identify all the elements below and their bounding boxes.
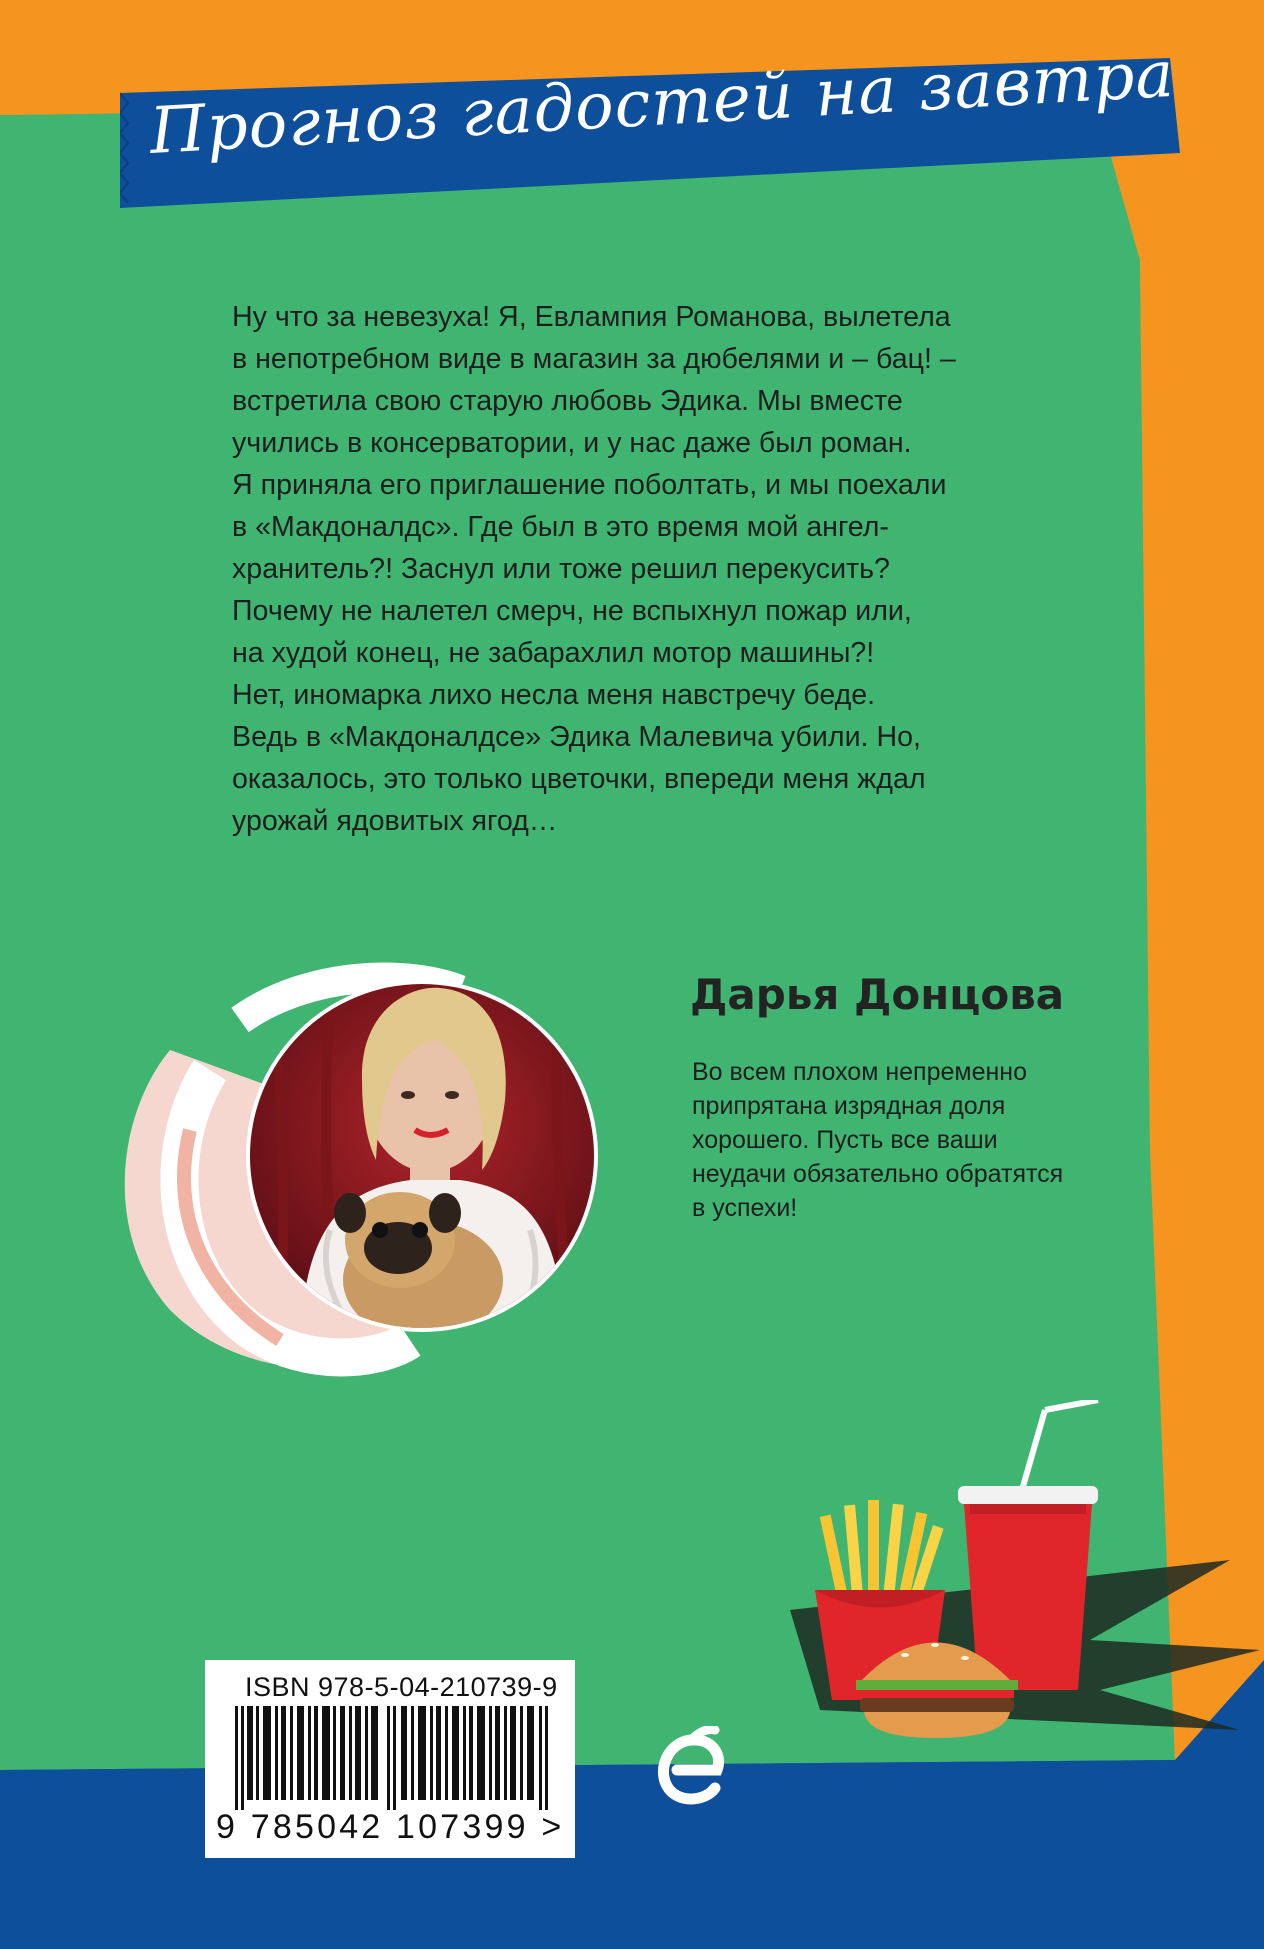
author-photo bbox=[80, 930, 640, 1390]
quote-line: в успехи! bbox=[692, 1194, 798, 1222]
blurb-line: урожай ядовитых ягод… bbox=[232, 805, 558, 837]
fast-food-illustration bbox=[760, 1400, 1260, 1770]
blurb-line: Ведь в «Макдоналдсе» Эдика Малевича убили. Но, bbox=[232, 721, 921, 753]
blurb-line: оказалось, это только цветочки, впереди меня ждал bbox=[232, 763, 926, 795]
quote-line: неудачи обязательно обратятся bbox=[692, 1160, 1064, 1188]
blurb-text bbox=[232, 296, 1062, 842]
quote-line: припрятана изрядная доля bbox=[692, 1092, 1006, 1120]
author-name: Дарья Донцова bbox=[690, 970, 1065, 1019]
blurb-line: в «Макдоналдс». Где был в это время мой ангел- bbox=[232, 511, 889, 543]
author-quote bbox=[692, 1055, 1122, 1225]
quote-line: Во всем плохом непременно bbox=[692, 1058, 1028, 1086]
blurb-line: хранитель?! Заснул или тоже решил перекусить? bbox=[232, 553, 890, 585]
blurb-line: Я приняла его приглашение поболтать, и мы поехали bbox=[232, 469, 947, 501]
quote-line: хорошего. Пусть все ваши bbox=[692, 1126, 998, 1154]
blurb-line: Почему не налетел смерч, не вспыхнул пожар или, bbox=[232, 595, 912, 627]
barcode-digits: 9 785042 107399 > bbox=[216, 1808, 565, 1846]
blurb-line: в непотребном виде в магазин за дюбелями и – бац! – bbox=[232, 343, 956, 375]
blurb-line: Нет, иномарка лихо несла меня навстречу беде. bbox=[232, 679, 876, 711]
barcode-bars bbox=[235, 1706, 555, 1810]
blurb-line: учились в консерватории, и у нас даже был роман. bbox=[232, 427, 912, 459]
publisher-logo-icon bbox=[655, 1726, 731, 1806]
blurb-line: Ну что за невезуха! Я, Евлампия Романова, вылетела bbox=[232, 301, 951, 333]
isbn-label: ISBN 978-5-04-210739-9 bbox=[245, 1672, 558, 1702]
drink-cup-icon bbox=[958, 1400, 1098, 1690]
book-title: Прогноз гадостей на завтра bbox=[147, 37, 1177, 169]
blurb-line: встретила свою старую любовь Эдика. Мы вместе bbox=[232, 385, 903, 417]
blurb-line: на худой конец, не забарахлил мотор машины?! bbox=[232, 637, 875, 669]
